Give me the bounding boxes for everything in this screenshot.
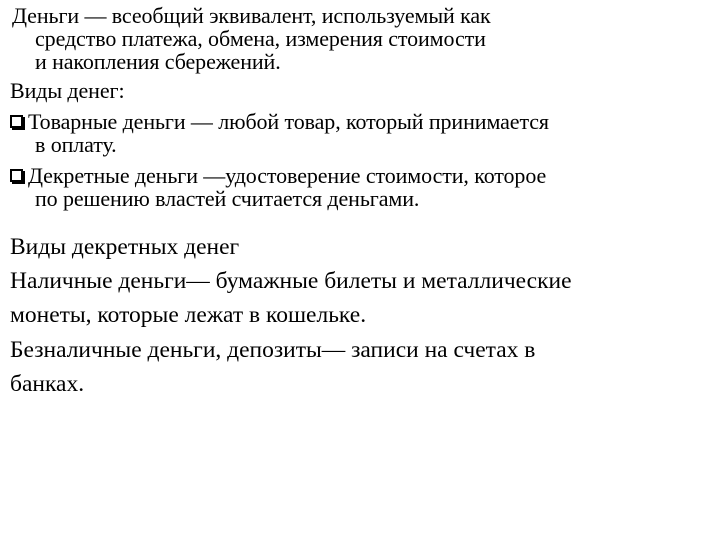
type-item-commodity [10, 111, 549, 133]
decree-line-2: монеты, которые лежат в кошельке. [10, 302, 367, 328]
decree-line-3: Безналичные деньги, депозиты— записи на счетах в [10, 337, 536, 363]
checkbox-bullet-icon [10, 115, 23, 128]
type-item-fiat [10, 165, 546, 187]
decree-line-1: Наличные деньги— бумажные билеты и металлические [10, 268, 572, 294]
decree-line-4: банках. [10, 371, 85, 397]
type-item-fiat-cont: по решению властей считается деньгами. [35, 186, 420, 211]
definition-line-1: Деньги — всеобщий эквивалент, используемый как [12, 3, 491, 28]
definition-line-3: и накопления сбережений. [35, 49, 281, 74]
decree-heading: Виды декретных денег [10, 234, 240, 260]
type-item-commodity-text: Товарные деньги — любой товар, который принимается [28, 109, 549, 134]
type-item-commodity-cont: в оплату. [35, 132, 117, 157]
types-heading: Виды денег: [10, 78, 125, 103]
type-item-fiat-text: Декретные деньги —удостоверение стоимости, которое [28, 163, 547, 188]
definition-line-2: средство платежа, обмена, измерения стоимости [35, 26, 486, 51]
checkbox-bullet-icon [10, 169, 23, 182]
